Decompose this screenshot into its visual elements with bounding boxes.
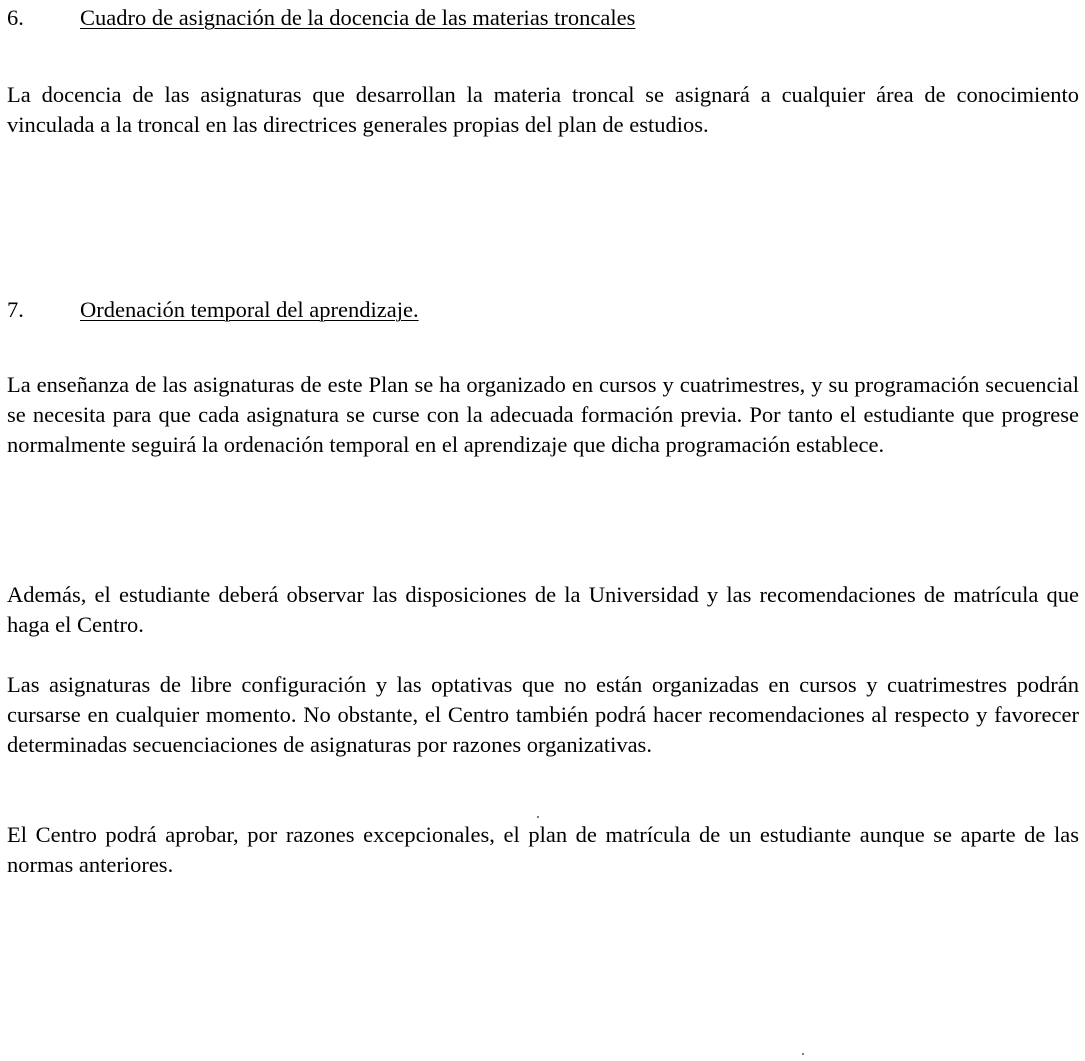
scan-speck bbox=[537, 816, 539, 818]
section-7-paragraph-4: El Centro podrá aprobar, por razones excepcionales, el plan de matrícula de un estudiante aunque se aparte de las normas anteriores. bbox=[7, 822, 1079, 877]
section-6-heading bbox=[7, 3, 635, 33]
section-7-paragraph-2: Además, el estudiante deberá observar las disposiciones de la Universidad y las recomendaciones de matrícula que haga el Centro. bbox=[7, 582, 1079, 637]
section-7-paragraph-3: Las asignaturas de libre configuración y las optativas que no están organizadas en cursos y cuatrimestres podrán cursarse en cualquier momento. No obstante, el Centro también podrá hacer recomendaciones al respecto y favorecer determinadas secuenciaciones de asignaturas por razones organizativas. bbox=[7, 672, 1079, 757]
scan-speck bbox=[802, 1053, 804, 1055]
section-6-title: Cuadro de asignación de la docencia de las materias troncales bbox=[80, 5, 636, 30]
section-7-number: 7. bbox=[7, 297, 24, 322]
section-6-number: 6. bbox=[7, 5, 24, 30]
section-7-heading bbox=[7, 295, 419, 325]
section-7-paragraph-1: La enseñanza de las asignaturas de este Plan se ha organizado en cursos y cuatrimestres, y su programación secuencial se necesita para que cada asignatura se curse con la adecuada formación previa. Por tanto el estudiante que progrese normalmente seguirá la ordenación temporal en el aprendizaje que dicha programación establece. bbox=[7, 372, 1079, 457]
section-6-paragraph-1: La docencia de las asignaturas que desarrollan la materia troncal se asignará a cualquier área de conocimiento vinculada a la troncal en las directrices generales propias del plan de estudios. bbox=[7, 82, 1079, 137]
section-7-title: Ordenación temporal del aprendizaje. bbox=[80, 297, 419, 322]
